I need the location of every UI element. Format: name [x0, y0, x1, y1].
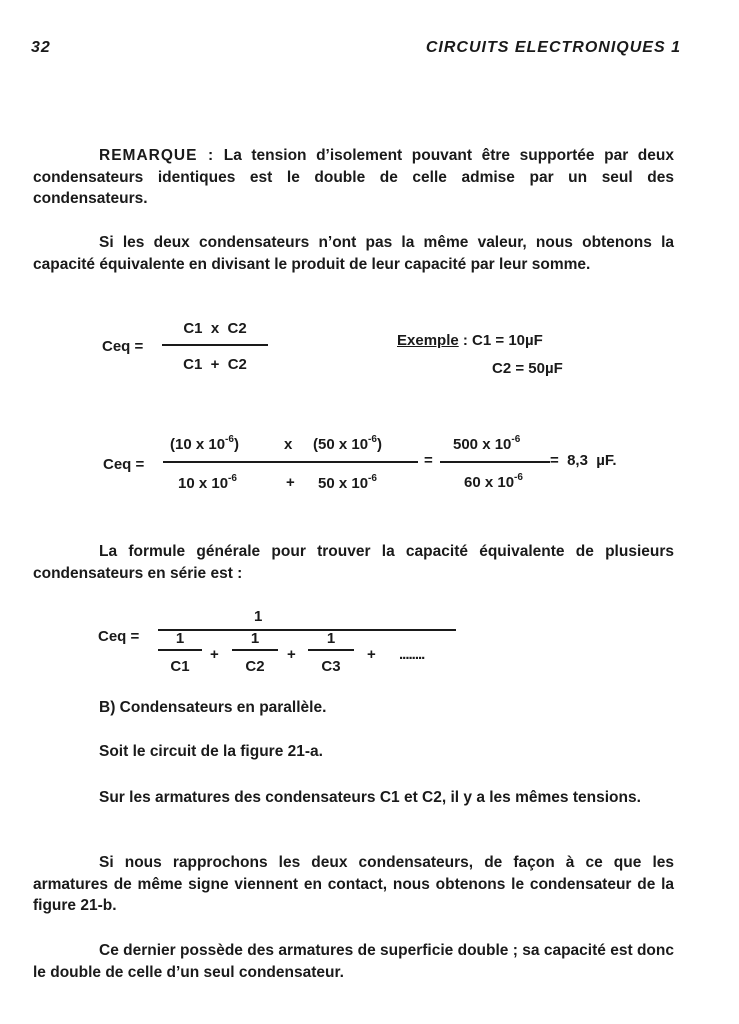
paragraph-bring-together: [33, 852, 674, 917]
paragraph-different-values: [33, 232, 674, 275]
formula3-lhs: Ceq =: [98, 628, 140, 645]
paragraph-text: Si les deux condensateurs n’ont pas la même valeur, nous obtenons la capacité équivalente en divisant le produit de leur capacité par leur somme.: [33, 234, 674, 273]
remarque-text: La tension d’isolement pouvant être supportée par deux condensateurs identiques est le double de celle admise par un seul des condensateurs.: [33, 147, 674, 207]
remarque-paragraph: [33, 145, 674, 210]
paragraph-text: La formule générale pour trouver la capacité équivalente de plusieurs condensateurs en série est :: [33, 543, 674, 582]
paragraph-same-voltage: [33, 787, 674, 809]
formula2-numerator-2: 500 x $10^{-6}$: [453, 434, 521, 453]
formula1-lhs: Ceq =: [102, 338, 144, 355]
paragraph-double-capacity: [33, 940, 674, 983]
section-b-heading: [33, 697, 674, 719]
paragraph-general-formula: [33, 541, 674, 584]
formula3-term2-num: 1: [250, 630, 260, 647]
formula3-main-bar: [158, 629, 456, 631]
formula2-denominator-2: 60 x $10^{-6}$: [464, 472, 523, 491]
formula1-numerator: C1 x C2: [183, 320, 247, 337]
paragraph-text: Soit le circuit de la figure 21-a.: [99, 743, 323, 760]
formula3-term3-bar: [308, 649, 354, 651]
section-b-text: B) Condensateurs en parallèle.: [99, 699, 327, 716]
formula2-denominator-a: 10 x $10^{-6}$: [178, 473, 237, 492]
formula2-fraction-bar-2: [440, 461, 550, 463]
formula3-term1-bar: [158, 649, 202, 651]
page-number: 32: [31, 39, 51, 56]
running-title: CIRCUITS ELECTRONIQUES 1: [425, 39, 681, 56]
paragraph-text: Sur les armatures des condensateurs C1 et C2, il y a les mêmes tensions.: [99, 789, 641, 806]
formula3-term2-bar: [232, 649, 278, 651]
formula3-term1-den: C1: [170, 658, 190, 675]
paragraph-text: Si nous rapprochons les deux condensateurs, de façon à ce que les armatures de même signe viennent en contact, nous obtenons le condensateur de la figure 21-b.: [33, 854, 674, 914]
formula2-times: x: [284, 436, 293, 453]
formula2-fraction-bar: [163, 461, 418, 463]
example-c2: C2 = 50µF: [492, 360, 563, 377]
formula2-denominator-b: 50 x $10^{-6}$: [318, 473, 377, 492]
formula3-term3-den: C3: [321, 658, 341, 675]
example-c1: C1 = 10µF: [472, 332, 543, 349]
formula2-lhs: Ceq =: [103, 456, 145, 473]
formula3-plus-3: +: [367, 646, 376, 663]
formula3-term3-num: 1: [326, 630, 336, 647]
paragraph-text: Ce dernier possède des armatures de superficie double ; sa capacité est donc le double de celle d’un seul condensateur.: [33, 942, 674, 981]
formula3-plus-2: +: [287, 646, 296, 663]
formula1-fraction-bar: [162, 344, 268, 346]
example-label: Exemple: [397, 332, 459, 349]
example-separator: :: [462, 332, 468, 349]
formula3-top: 1: [254, 608, 263, 625]
formula3-term2-den: C2: [245, 658, 265, 675]
remarque-label: REMARQUE :: [99, 147, 215, 164]
example-block: [397, 332, 543, 349]
formula3-term1-num: 1: [175, 630, 185, 647]
formula3-plus-1: +: [210, 646, 219, 663]
paragraph-figure-21a: [33, 741, 674, 763]
formula2-numerator-b: (50 x $10^{-6}$): [313, 434, 382, 453]
formula2-numerator-a: (10 x $10^{-6}$): [170, 434, 239, 453]
formula2-plus: +: [286, 474, 295, 491]
formula1-denominator: C1 + C2: [183, 356, 247, 373]
formula3-ellipsis: ........: [399, 646, 425, 663]
formula2-result: = 8,3 µF.: [550, 452, 617, 469]
formula2-equals: =: [424, 452, 433, 469]
